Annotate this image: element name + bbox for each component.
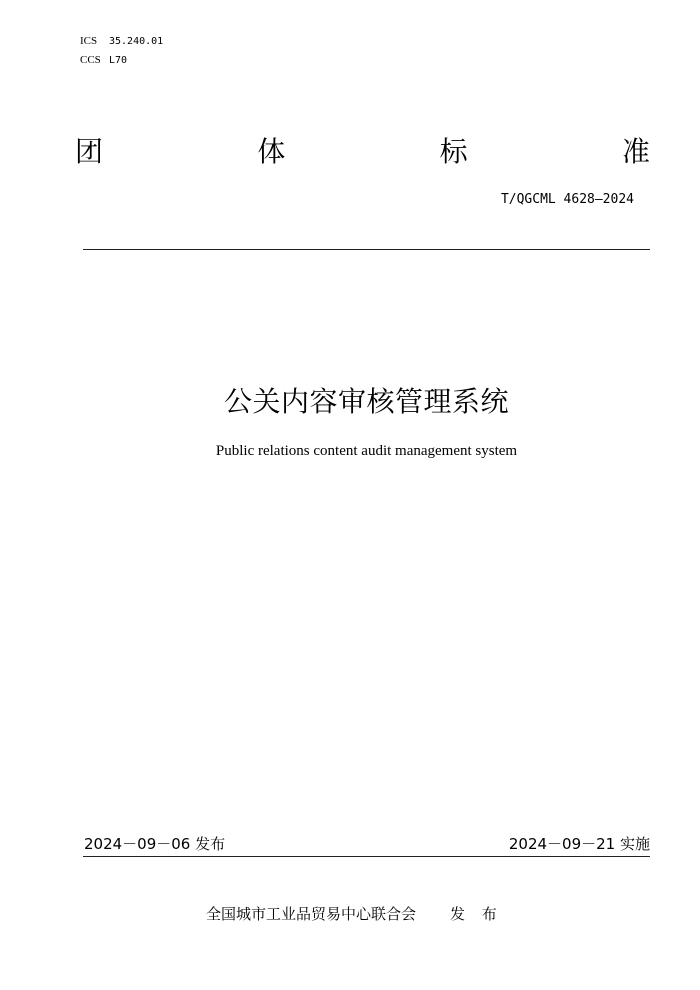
standard-type-char: 体 bbox=[257, 135, 286, 168]
ics-value: 35.240.01 bbox=[109, 36, 164, 47]
publisher-name: 全国城市工业品贸易中心联合会 bbox=[206, 905, 417, 923]
bottom-divider bbox=[83, 856, 650, 857]
standard-code: T/QGCML 4628—2024 bbox=[500, 192, 634, 207]
standard-type-char: 标 bbox=[439, 135, 468, 168]
ccs-label: CCS bbox=[80, 54, 101, 66]
standard-type-char: 准 bbox=[621, 135, 650, 168]
ccs-value: L70 bbox=[109, 55, 128, 66]
document-title-cn: 公关内容审核管理系统 bbox=[223, 385, 509, 418]
top-divider bbox=[83, 249, 650, 250]
ics-line bbox=[80, 34, 163, 49]
implementation-date: 2024－09－21 实施 bbox=[508, 835, 650, 853]
document-title-en: Public relations content audit management system bbox=[215, 443, 518, 459]
issue-date: 2024－09－06 发布 bbox=[84, 835, 226, 853]
ccs-line bbox=[80, 53, 127, 68]
publisher-action: 发 布 bbox=[450, 905, 503, 923]
ics-label: ICS bbox=[80, 35, 98, 47]
publisher-line bbox=[206, 904, 503, 924]
standard-type-heading bbox=[75, 130, 650, 174]
standard-type-char: 团 bbox=[75, 135, 104, 168]
